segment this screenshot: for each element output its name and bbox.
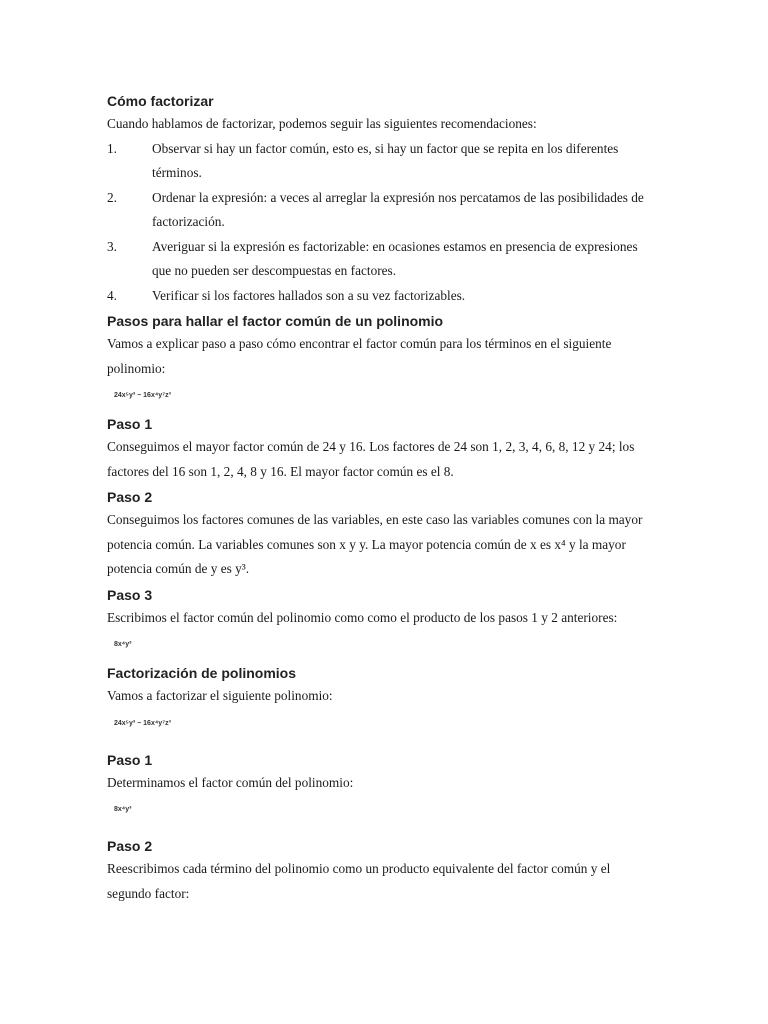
list-item-text: Observar si hay un factor común, esto es, si hay un factor que se repita en los diferentes términos.	[152, 140, 619, 180]
step-heading: Paso 2	[107, 838, 153, 854]
section-intro: Vamos a factorizar el siguiente polinomio:	[107, 688, 333, 703]
step-text: Conseguimos los factores comunes de las variables, en este caso las variables comunes con la mayor potencia común. La variables comunes son x y y. La mayor potencia común de x es x⁴ y la mayor potencia común de y es y³.	[107, 512, 643, 576]
list-item	[107, 186, 652, 235]
common-factor-formula: 8x⁴y³	[114, 806, 132, 813]
list-item-number: 4.	[107, 287, 117, 303]
list-item	[107, 284, 652, 309]
list-item-number: 3.	[107, 238, 117, 254]
section-heading-factorization: Factorización de polinomios	[107, 665, 297, 681]
list-item-text: Verificar si los factores hallados son a su vez factorizables.	[152, 287, 466, 303]
list-item	[107, 235, 652, 284]
list-item-text: Averiguar si la expresión es factorizable: en ocasiones estamos en presencia de expresiones que no pueden ser descompuestas en factores.	[152, 238, 638, 278]
section-intro: Vamos a explicar paso a paso cómo encontrar el factor común para los términos en el siguiente polinomio:	[107, 336, 612, 376]
step-text: Determinamos el factor común del polinomio:	[107, 774, 354, 790]
recommendation-list	[107, 137, 652, 309]
step-heading: Paso 1	[107, 751, 153, 768]
document-page	[107, 88, 652, 906]
step-text: Conseguimos el mayor factor común de 24 y 16. Los factores de 24 son 1, 2, 3, 4, 6, 8, 12 y 24; los factores del 16 son 1, 2, 4, 8 y 16. El mayor factor común es el 8.	[107, 439, 635, 479]
section-heading-common-factor: Pasos para hallar el factor común de un polinomio	[107, 313, 444, 329]
list-item-number: 2.	[107, 189, 117, 205]
page-title: Cómo factorizar	[107, 93, 214, 109]
common-factor-formula: 8x⁴y³	[114, 641, 132, 648]
list-item-number: 1.	[107, 140, 117, 156]
step-text: Escribimos el factor común del polinomio como como el producto de los pasos 1 y 2 anteriores:	[107, 609, 618, 625]
polynomial-formula: 24x⁵y³ − 16x⁴y⁷z³	[114, 392, 171, 399]
step-heading: Paso 2	[107, 489, 153, 505]
step-heading: Paso 1	[107, 416, 153, 432]
intro-paragraph: Cuando hablamos de factorizar, podemos seguir las siguientes recomendaciones:	[107, 116, 537, 131]
list-item	[107, 137, 652, 186]
polynomial-formula: 24x⁵y³ − 16x⁴y⁷z³	[114, 719, 171, 727]
list-item-text: Ordenar la expresión: a veces al arreglar la expresión nos percatamos de las posibilidades de factorización.	[152, 189, 644, 229]
step-heading: Paso 3	[107, 586, 153, 603]
step-text: Reescribimos cada término del polinomio como un producto equivalente del factor común y el segundo factor:	[107, 861, 611, 901]
